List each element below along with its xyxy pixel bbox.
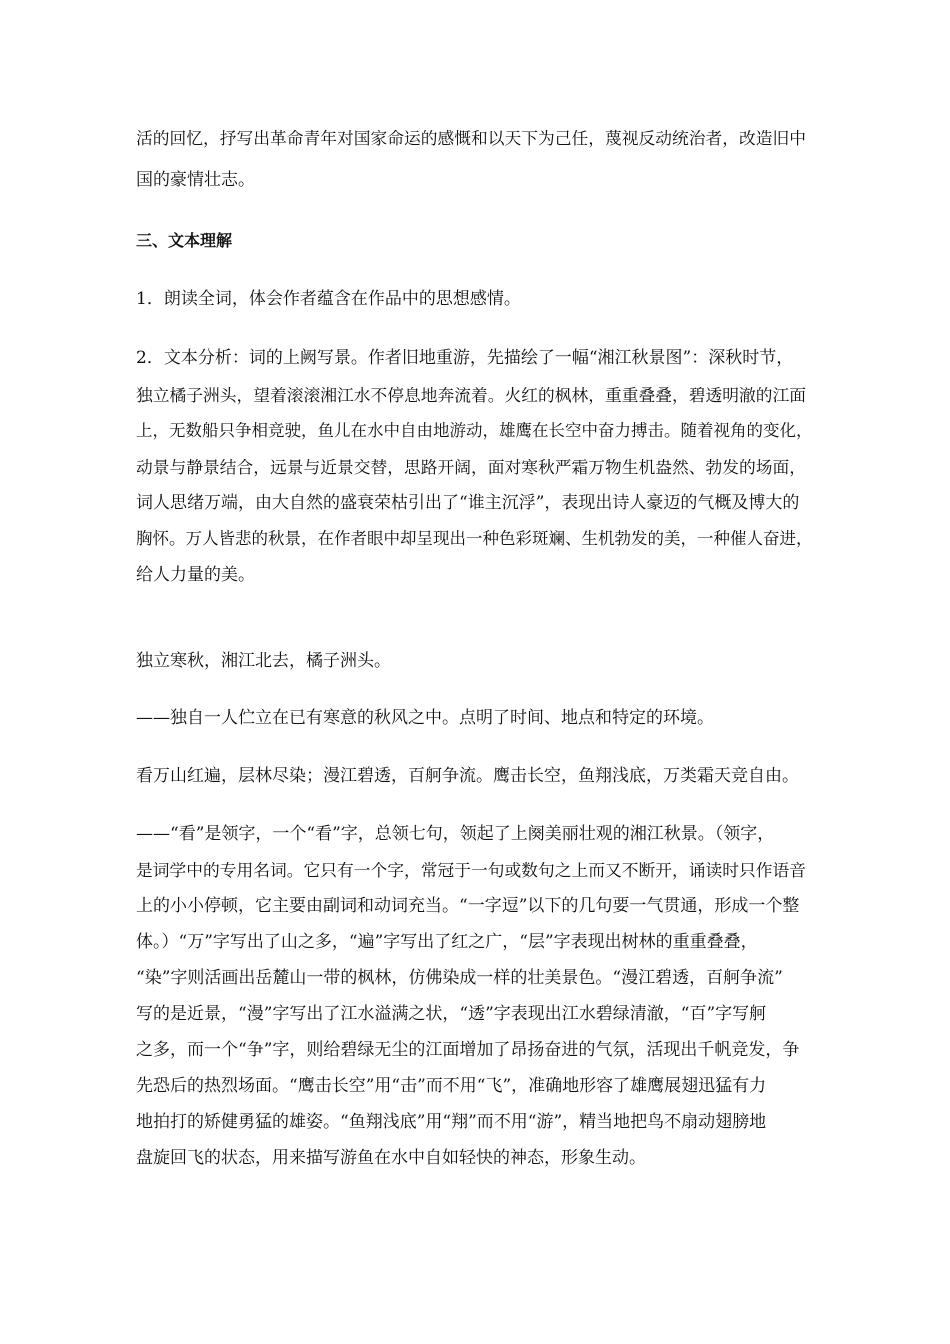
section-heading: 三、文本理解 (136, 231, 233, 250)
note-1: ——独自一人伫立在已有寒意的秋风之中。点明了时间、地点和特定的环境。 (136, 708, 714, 728)
item-2-line-7: 给人力量的美。 (136, 565, 255, 585)
item-2-line-4: 动景与静景结合，远景与近景交替，思路开阔，面对寒秋严霜万物生机盎然、勃发的场面， (136, 457, 807, 477)
note-2-line-7: 之多，而一个“争”字，则给碧绿无尘的江面增加了昂扬奋进的气氛，活现出千帆竞发，争 (136, 1040, 800, 1060)
item-2-line-6: 胸怀。万人皆悲的秋景，在作者眼中却呈现出一种色彩斑斓、生机勃发的美，一种催人奋进， (136, 529, 813, 548)
item-2-line-3: 上，无数船只争相竞驶，鱼儿在水中自由地游动，雄鹰在长空中奋力搏击。随着视角的变化， (136, 421, 813, 440)
intro-line-1: 活的回忆，抒写出革命青年对国家命运的感慨和以天下为己任，蔑视反动统治者，改造旧中 (136, 128, 807, 148)
quote-2: 看万山红遍，层林尽染；漫江碧透，百舸争流。鹰击长空，鱼翔浅底，万类霜天竞自由。 (136, 766, 799, 786)
note-2-line-6: 写的是近景，“漫”字写出了江水溢满之状，“透”字表现出江水碧绿清澈，“百”字写舸 (136, 1004, 767, 1024)
intro-line-2: 国的豪情壮志。 (136, 170, 255, 190)
item-1: 1．朗读全词，体会作者蕴含在作品中的思想感情。 (136, 289, 521, 309)
item-2-line-1: 2．文本分析：词的上阙写景。作者旧地重游，先描绘了一幅“湘江秋景图”：深秋时节， (136, 348, 794, 368)
note-2-line-8: 先恐后的热烈场面。“鹰击长空”用“击”而不用“飞”，准确地形容了雄鹰展翅迅猛有力 (136, 1076, 767, 1096)
item-2-line-5: 词人思绪万端，由大自然的盛衰荣枯引出了“谁主沉浮”，表现出诗人豪迈的气概及博大的 (136, 493, 800, 513)
note-2-line-10: 盘旋回飞的状态，用来描写游鱼在水中自如轻快的神态，形象生动。 (136, 1148, 646, 1168)
quote-1: 独立寒秋，湘江北去，橘子洲头。 (136, 651, 391, 671)
note-2-line-9: 地拍打的矫健勇猛的雄姿。“鱼翔浅底”用“翔”而不用“游”，精当地把鸟不扇动翅膀地 (136, 1112, 767, 1132)
note-2-line-5: “染”字则活画出岳麓山一带的枫林，仿佛染成一样的壮美景色。“漫江碧透，百舸争流” (136, 968, 783, 988)
note-2-line-1: ——“看”是领字，一个“看”字，总领七句，领起了上阕美丽壮观的湘江秋景。（领字， (136, 824, 775, 844)
note-2-line-3: 上的小小停顿，它主要由副词和动词充当。“一字逗”以下的几句要一气贯通，形成一个整 (136, 896, 800, 916)
item-2-line-2: 独立橘子洲头，望着滚滚湘江水不停息地奔流着。火红的枫林，重重叠叠，碧透明澈的江面 (136, 385, 807, 405)
note-2-line-2: 是词学中的专用名词。它只有一个字，常冠于一句或数句之上而又不断开，诵读时只作语音 (136, 860, 807, 880)
note-2-line-4: 体。）“万”字写出了山之多，“遍”字写出了红之广，“层”字表现出树林的重重叠叠， (136, 932, 758, 952)
